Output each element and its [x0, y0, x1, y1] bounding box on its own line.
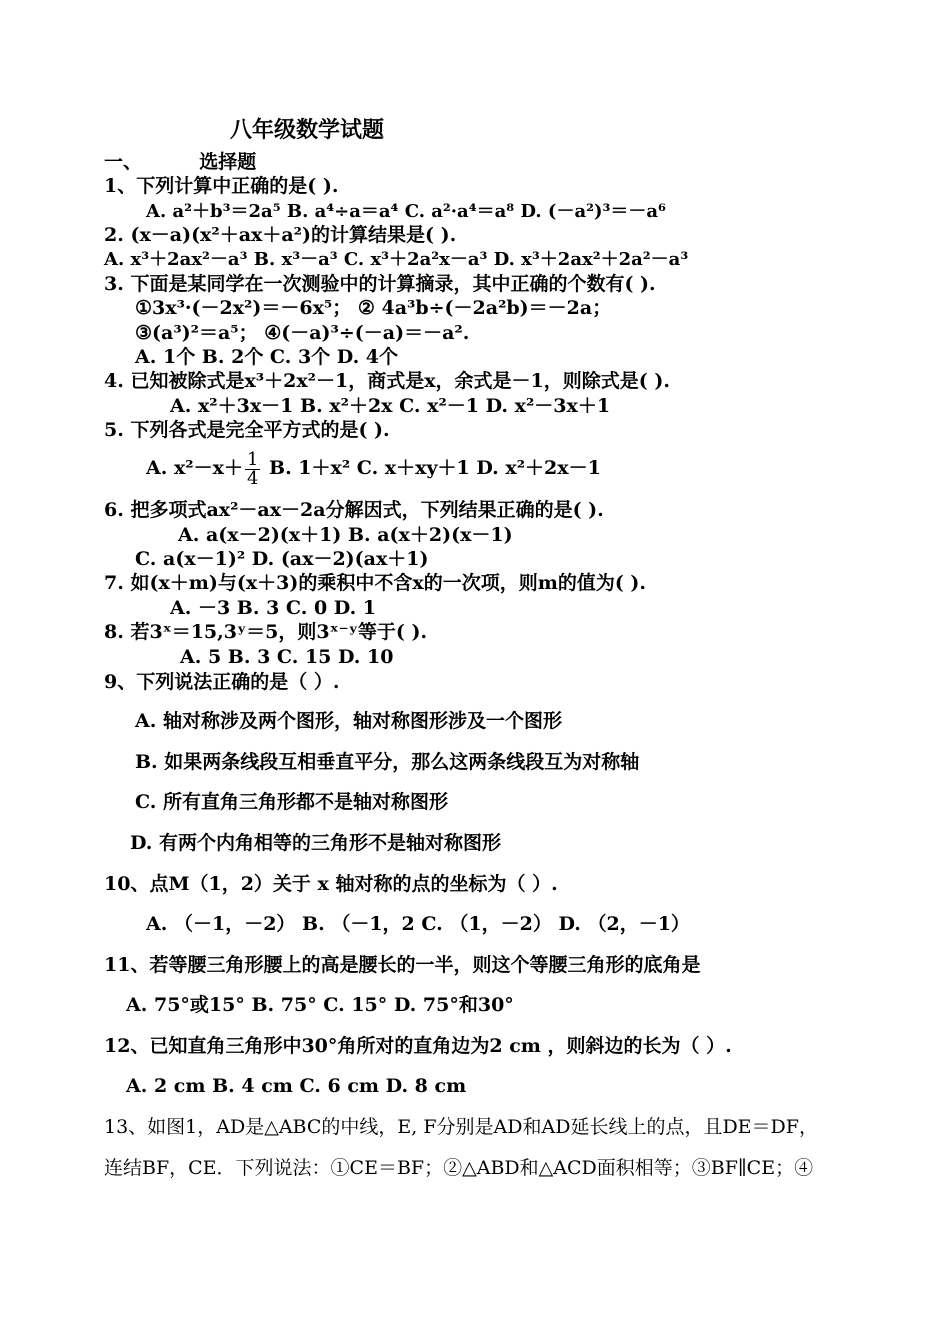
question-10-stem: 10、点M（1，2）关于 x 轴对称的点的坐标为（ ）.: [104, 873, 558, 895]
question-5-options: [146, 446, 601, 490]
question-9-option-b: B. 如果两条线段互相垂直平分，那么这两条线段互为对称轴: [135, 751, 640, 773]
section-heading: [104, 150, 256, 174]
question-5-option-a: A. x²－x＋: [146, 457, 243, 479]
question-8-options: A. 5 B. 3 C. 15 D. 10: [180, 646, 394, 668]
question-9-option-a: A. 轴对称涉及两个图形，轴对称图形涉及一个图形: [135, 710, 562, 732]
question-3-line2: ③(a³)²＝a⁵； ④(－a)³÷(－a)＝－a².: [135, 322, 470, 344]
question-4-options: A. x²＋3x－1 B. x²＋2x C. x²－1 D. x²－3x＋1: [170, 395, 611, 417]
question-13-line1: 13、如图1，AD是△ABC的中线，E, F分别是AD和AD延长线上的点，且DE＝DF，: [104, 1116, 818, 1138]
fraction-numerator: 1: [246, 448, 259, 470]
question-12-stem: 12、已知直角三角形中30°角所对的直角边为2 cm ，则斜边的长为（ ）.: [104, 1035, 732, 1057]
question-12-options: A. 2 cm B. 4 cm C. 6 cm D. 8 cm: [126, 1075, 467, 1097]
question-11-options: A. 75°或15° B. 75° C. 15° D. 75°和30°: [126, 994, 514, 1016]
question-9-option-c: C. 所有直角三角形都不是轴对称图形: [135, 791, 449, 813]
question-6-line2: C. a(x－1)² D. (ax－2)(ax＋1): [135, 548, 429, 570]
page-title: 八年级数学试题: [230, 117, 385, 143]
question-9-stem: 9、下列说法正确的是（ ）.: [104, 671, 340, 693]
question-3-options: A. 1个 B. 2个 C. 3个 D. 4个: [135, 346, 399, 368]
question-6-line1: A. a(x－2)(x＋1) B. a(x＋2)(x－1): [178, 524, 513, 546]
fraction: [245, 448, 260, 489]
question-7-options: A. －3 B. 3 C. 0 D. 1: [170, 597, 377, 619]
question-13-line2: 连结BF，CE．下列说法：①CE＝BF；②△ABD和△ACD面积相等；③BF∥CE；④: [104, 1157, 814, 1179]
question-1-stem: 1、下列计算中正确的是( ).: [104, 175, 339, 197]
question-1-options: A. a²＋b³＝2a⁵ B. a⁴÷a＝a⁴ C. a²·a⁴＝a⁸ D. (－a²)³＝－a⁶: [146, 201, 666, 222]
section-name: 选择题: [199, 151, 257, 173]
question-10-options: A. （－1，－2） B. （－1，2 C. （1，－2） D. （2，－1）: [146, 913, 690, 935]
question-8-stem: 8. 若3ˣ＝15,3ʸ＝5，则3ˣ⁻ʸ等于( ).: [104, 621, 428, 643]
question-2-stem: 2. (x－a)(x²＋ax＋a²)的计算结果是( ).: [104, 224, 457, 246]
question-9-option-d: D. 有两个内角相等的三角形不是轴对称图形: [130, 832, 502, 854]
question-3-line1: ①3x³·(－2x²)＝－6x⁵； ② 4a³b÷(－2a²b)＝－2a；: [135, 297, 612, 319]
section-number: 一、: [104, 151, 143, 173]
question-11-stem: 11、若等腰三角形腰上的高是腰长的一半，则这个等腰三角形的底角是: [104, 954, 701, 976]
question-6-stem: 6. 把多项式ax²－ax－2a分解因式，下列结果正确的是( ).: [104, 499, 604, 521]
question-2-options: A. x³＋2ax²－a³ B. x³－a³ C. x³＋2a²x－a³ D. x³＋2ax²＋2a²－a³: [104, 249, 689, 270]
question-4-stem: 4. 已知被除式是x³＋2x²－1，商式是x，余式是－1，则除式是( ).: [104, 370, 670, 392]
question-5-stem: 5. 下列各式是完全平方式的是( ).: [104, 419, 390, 441]
question-7-stem: 7. 如(x＋m)与(x＋3)的乘积中不含x的一次项，则m的值为( ).: [104, 572, 647, 594]
fraction-denominator: 4: [246, 467, 259, 489]
question-5-other-options: B. 1＋x² C. x＋xy＋1 D. x²＋2x－1: [262, 457, 601, 479]
question-3-stem: 3. 下面是某同学在一次测验中的计算摘录，其中正确的个数有( ).: [104, 273, 656, 295]
